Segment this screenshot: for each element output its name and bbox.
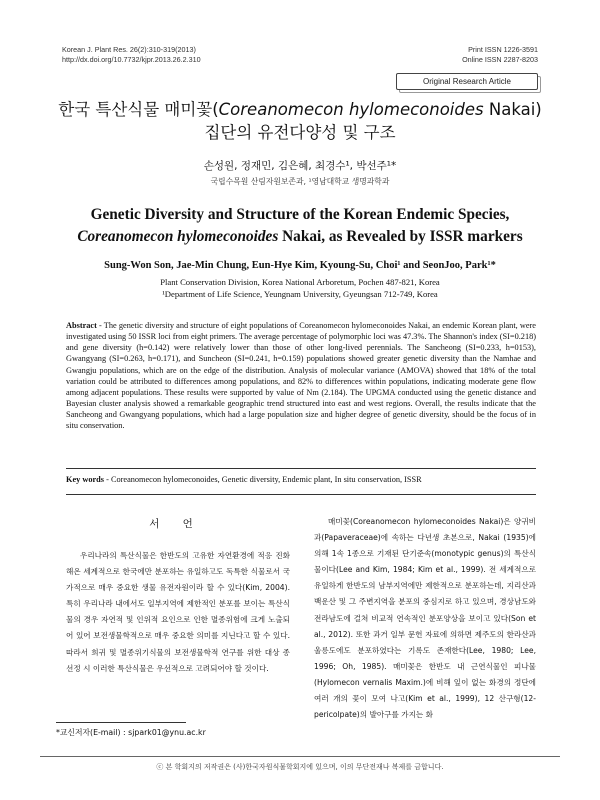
intro-right-column [314, 514, 536, 723]
intro-paragraph-1: 우리나라의 특산식물은 한반도의 고유한 자연환경에 적응 진화해온 세계적으로 한국에만 분포하는 유일하고도 독특한 식물로서 국가적으로 매우 중요한 생물 유전자원이라 할 수 있다(Kim, 2004). 특히 우리나라 내에서도 일부지역에 제한적인 분포를 보이는 특산식물의 경우 자연적 및 인위적 요인으로 인한 멸종위험에 크게 노출되어 있어 보전생물학적으로 매우 중요한 의미를 지닌다고 할 수 있다. 따라서 희귀 및 멸종위기식물의 보전생물학적 연구를 위한 대상 종 선정 시 이러한 특산식물은 우선적으로 고려되어야 할 것이다. [66, 551, 290, 673]
english-title [40, 204, 560, 248]
footer-rule [40, 756, 560, 757]
abstract [66, 320, 536, 432]
korean-title [40, 98, 560, 144]
abstract-label: Abstract [66, 321, 97, 330]
affiliation-2: ¹Department of Life Science, Yeungnam University, Gyeungsan 712-749, Korea [162, 289, 438, 299]
korean-title-pre: 한국 특산식물 매미꽃( [58, 100, 219, 119]
divider-top [66, 468, 536, 469]
affiliation-1: Plant Conservation Division, Korea National Arboretum, Pochen 487-821, Korea [160, 277, 440, 287]
abstract-text: - The genetic diversity and structure of eight populations of Coreanomecon hylomeconoides Nakai, an endemic Korean plant, were investigated using 50 ISSR loci from eight primers. The average percentage of polymorphic loci was 47.3%. The Shannon's index (SI=0.218) and gene diversity (h=0.142) were relatively lower than those of other long-lived perennials. The Sancheong (SI=0.233, h=0153), Gwangyang (SI=0.263, h=0.171), and Suncheon (SI=0.241, h=0.159) populations showed greater genetic diversity than the Namhae and Gwangju populations, which are on the edge of the distribution. Analysis of molecular variance (AMOVA) showed that 18% of the total variation could be attributed to differences among populations, and 82% to differences within populations, indicating moderate gene flow among adjacent populations. These results were supported by value of Nm (2.184). The UPGMA conducted using the genetic distance and Bayesian cluster analysis showed a remarkable geographic trend structured into east and west regions. Overall, the results indicate that the Sancheong and Gwangyang populations, which had a large population size and higher degree of genetic diversity, should be the focus of in situ conservation. [66, 321, 536, 431]
keywords-text: - Coreanomecon hylomeconoides, Genetic diversity, Endemic plant, In situ conservation, ISSR [104, 475, 422, 484]
korean-title-species: Coreanomecon hylomeconoides [218, 100, 484, 119]
english-title-line2: Nakai, as Revealed by ISSR markers [278, 228, 523, 245]
english-title-line1: Genetic Diversity and Structure of the Korean Endemic Species, [90, 206, 510, 223]
korean-title-post: Nakai) [483, 100, 542, 119]
korean-title-line2: 집단의 유전다양성 및 구조 [204, 123, 396, 142]
keywords [66, 474, 536, 485]
intro-paragraph-2: 매미꽃(Coreanomecon hylomeconoides Nakai)은 양귀비과(Papaveraceae)에 속하는 다년생 초본으로, Nakai (1935)에 의해 1속 1종으로 기재된 단기준속(monotypic genus)의 특산식물이다(Lee and Kim, 1984; Kim et al., 1999). 전 세계적으로 유일하게 한반도의 남부지역에만 제한적으로 분포하는데, 지리산과 백운산 및 그 주변지역을 분포의 중심지로 하고 있으며, 경상남도와 전라남도에 걸쳐 비교적 연속적인 분포양상을 보이고 있다(Son et al., 2012). 또한 과거 일부 문헌 자료에 의하면 제주도의 한라산과 울릉도에도 분포하였다는 기록도 존재한다(Lee, 1980; Lee, 1996; Oh, 1985). 매미꽃은 한반도 내 근연식물인 피나물(Hylomecon vernalis Maxim.)에 비해 잎이 없는 화경의 정단에 여러 개의 꽃이 모여 나고(Kim et al., 1999), 12 산구형(12-pericolpate)의 발아구를 가지는 화 [314, 517, 536, 720]
korean-authors: 손성원, 정재민, 김은혜, 최경수¹, 박선주¹* [203, 160, 397, 172]
divider-bottom [66, 494, 536, 495]
article-type-badge: Original Research Article [396, 73, 538, 90]
keywords-label: Key words [66, 475, 105, 484]
section-heading-intro: 서 언 [149, 518, 203, 530]
journal-citation: Korean J. Plant Res. 26(2):310-319(2013) [62, 45, 196, 54]
corresponding-author-footnote: *교신저자(E-mail) : sjpark01@ynu.ac.kr [56, 728, 206, 737]
english-affiliations [40, 276, 560, 300]
english-title-species: Coreanomecon hylomeconoides [77, 228, 279, 245]
english-authors: Sung-Won Son, Jae-Min Chung, Eun-Hye Kim, Kyoung-Su, Choi¹ and SeonJoo, Park¹* [104, 260, 496, 271]
doi-link[interactable]: http://dx.doi.org/10.7732/kjpr.2013.26.2.310 [62, 55, 201, 64]
footnote-rule [56, 722, 186, 723]
online-issn: Online ISSN 2287-8203 [462, 55, 538, 64]
print-issn: Print ISSN 1226-3591 [468, 45, 538, 54]
copyright-footer: ⓒ 본 학회지의 저작권은 (사)한국자원식물학회지에 있으며, 이의 무단전재나 복제를 금합니다. [156, 763, 444, 771]
journal-header [62, 45, 201, 65]
issn-block [462, 45, 538, 65]
korean-affiliations: 국립수목원 산림자원보존과, ¹영남대학교 생명과학과 [210, 177, 390, 186]
intro-left-column [66, 548, 290, 677]
